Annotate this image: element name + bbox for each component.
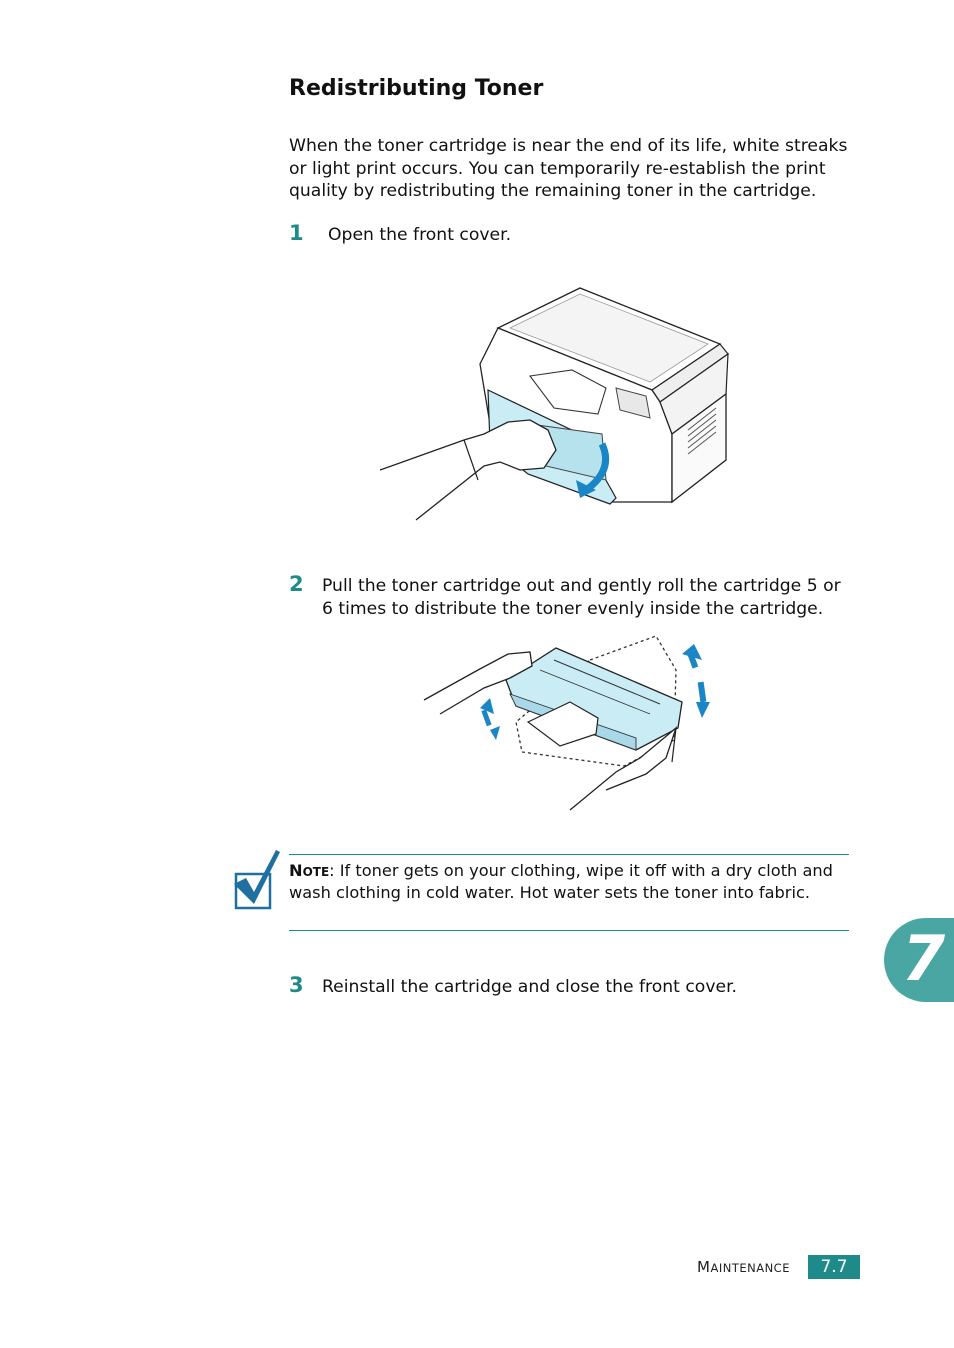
step-1-text: Open the front cover. <box>328 225 512 245</box>
step-2-number: 2 <box>289 572 304 596</box>
intro-paragraph: When the toner cartridge is near the end of its life, white streaks or light print occurs. You can temporarily re-establish the print quality by redistributing the remaining toner in the cartridge. <box>289 136 848 202</box>
footer-section-label: MAINTENANCE <box>697 1258 790 1276</box>
note-text: : If toner gets on your clothing, wipe it off with a dry cloth and wash clothing in cold water. Hot water sets the toner into fabric. <box>289 861 833 902</box>
printer-open-cover-illustration <box>380 284 730 524</box>
step-3-number: 3 <box>289 973 304 997</box>
step-1-number: 1 <box>289 221 304 245</box>
section-title: Redistributing Toner <box>289 76 544 101</box>
step-3-text: Reinstall the cartridge and close the front cover. <box>322 977 738 997</box>
note-box <box>289 854 849 931</box>
note-label: NOTE <box>289 861 330 880</box>
note-paragraph <box>289 861 849 903</box>
chapter-tab <box>884 918 954 1002</box>
chapter-number: 7 <box>902 922 946 995</box>
page-number-badge: 7.7 <box>808 1255 860 1279</box>
step-2-text: Pull the toner cartridge out and gently roll the cartridge 5 or 6 times to distribute the toner evenly inside the cartridge. <box>322 576 841 619</box>
checkmark-note-icon <box>232 848 282 910</box>
toner-cartridge-rolling-illustration <box>420 630 730 820</box>
